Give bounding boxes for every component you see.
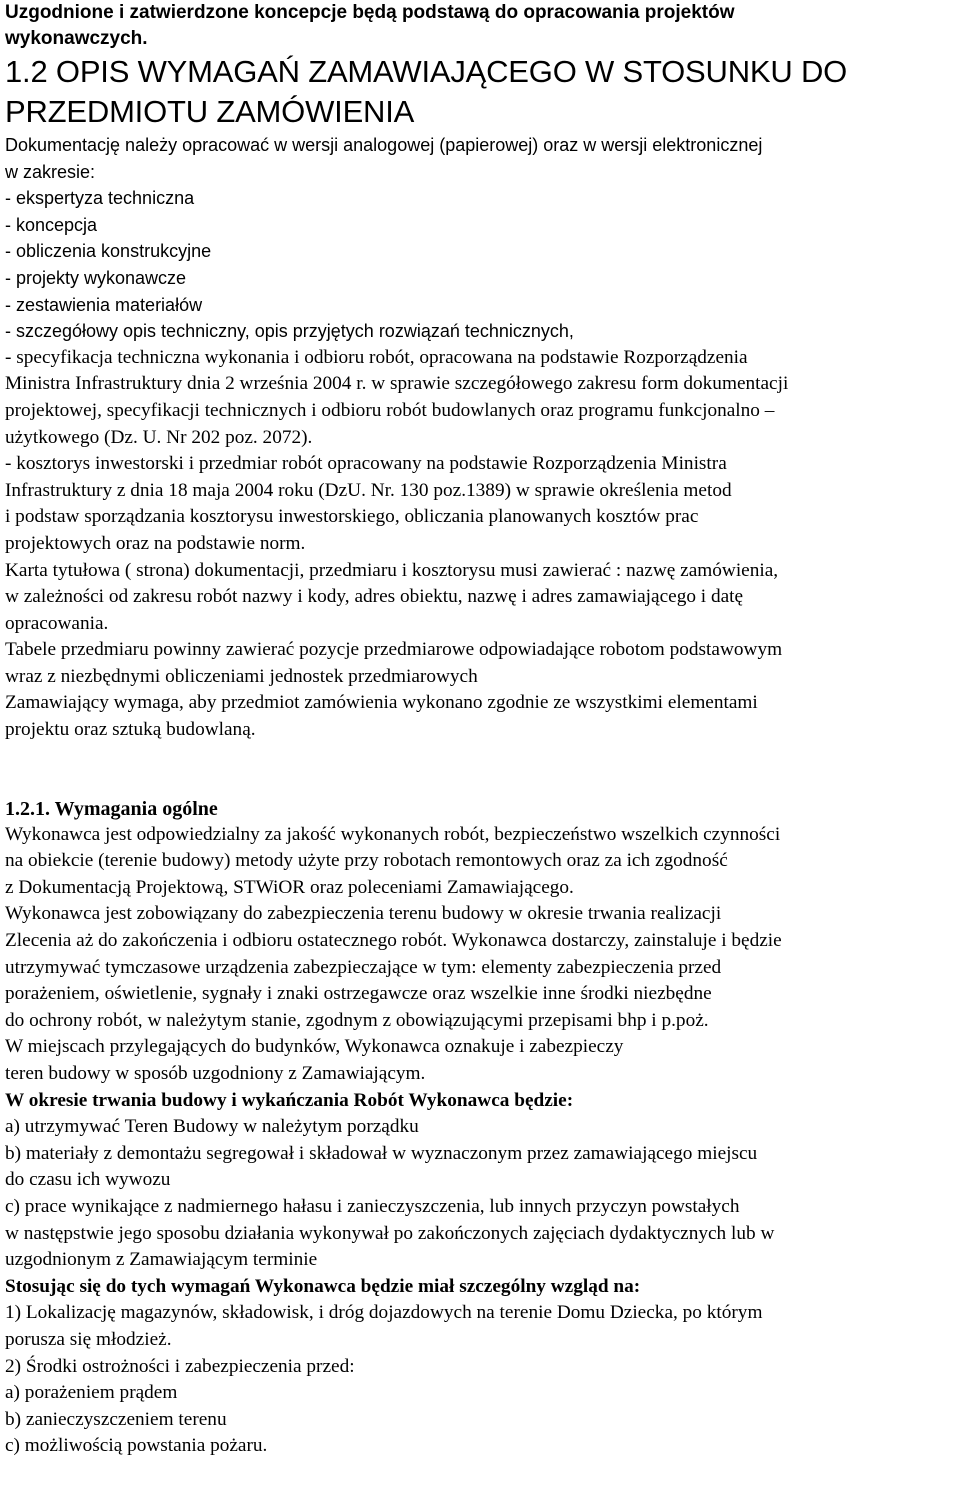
text-line: utrzymywać tymczasowe urządzenia zabezpieczające w tym: elementy zabezpieczenia przed xyxy=(5,956,722,978)
scope-item: - koncepcja xyxy=(5,214,98,235)
scope-item: - szczegółowy opis techniczny, opis przyjętych rozwiązań technicznych, xyxy=(5,321,574,342)
text-line: projektowej, specyfikacji technicznych i odbioru robót budowlanych oraz programu funkcjonalno – xyxy=(5,399,775,421)
text-line: użytkowego (Dz. U. Nr 202 poz. 2072). xyxy=(5,426,313,448)
text-line: do czasu ich wywozu xyxy=(5,1169,171,1191)
text-line: c) prace wynikające z nadmiernego hałasu i zanieczyszczenia, lub innych przyczyn powstałych xyxy=(5,1195,740,1217)
text-line: do ochrony robót, w należytym stanie, zgodnym z obowiązującymi przepisami bhp i p.poż. xyxy=(5,1009,709,1031)
text-line: porusza się młodzież. xyxy=(5,1328,172,1350)
text-line: 2) Środki ostrożności i zabezpieczenia przed: xyxy=(5,1355,355,1377)
text-line: Ministra Infrastruktury dnia 2 września 2004 r. w sprawie szczegółowego zakresu form dokumentacji xyxy=(5,373,789,395)
text-line: Karta tytułowa ( strona) dokumentacji, przedmiaru i kosztorysu musi zawierać : nazwę zamówienia, xyxy=(5,559,779,581)
specification-paragraphs xyxy=(5,345,957,744)
text-line: Zamawiający wymaga, aby przedmiot zamówienia wykonano zgodnie ze wszystkimi elementami xyxy=(5,692,758,714)
bold-lead-line: W okresie trwania budowy i wykańczania Robót Wykonawca będzie: xyxy=(5,1089,574,1111)
text-line: W miejscach przylegających do budynków, Wykonawca oznakuje i zabezpieczy xyxy=(5,1036,624,1058)
text-line: z Dokumentacją Projektową, STWiOR oraz poleceniami Zamawiającego. xyxy=(5,876,574,898)
text-line: uzgodnionym z Zamawiającym terminie xyxy=(5,1249,318,1271)
section-heading-line: 1.2 OPIS WYMAGAŃ ZAMAWIAJĄCEGO W STOSUNKU DO xyxy=(5,54,848,89)
text-line: na obiekcie (terenie budowy) metody użyte przy robotach remontowych oraz za ich zgodność xyxy=(5,850,728,872)
text-line: 1) Lokalizację magazynów, składowisk, i dróg dojazdowych na terenie Domu Dziecka, po którym xyxy=(5,1302,763,1324)
text-line: Infrastruktury z dnia 18 maja 2004 roku (DzU. Nr. 130 poz.1389) w sprawie określenia metod xyxy=(5,479,732,501)
scope-item: - ekspertyza techniczna xyxy=(5,188,195,209)
text-line: w następstwie jego sposobu działania wykonywał po zakończonych zajęciach dydaktycznych lub w xyxy=(5,1222,775,1244)
general-requirements xyxy=(5,822,957,1460)
text-line: c) możliwością powstania pożaru. xyxy=(5,1435,268,1457)
intro-paragraph xyxy=(5,0,957,52)
text-line: b) materiały z demontażu segregował i składował w wyznaczonym przez zamawiającego miejscu xyxy=(5,1142,758,1164)
text-line: - specyfikacja techniczna wykonania i odbioru robót, opracowana na podstawie Rozporządzenia xyxy=(5,346,748,368)
text-line: projektowych oraz na podstawie norm. xyxy=(5,532,306,554)
text-line: b) zanieczyszczeniem terenu xyxy=(5,1408,227,1430)
text-line: a) utrzymywać Teren Budowy w należytym porządku xyxy=(5,1116,419,1138)
document-page xyxy=(5,0,957,1460)
section-heading xyxy=(5,52,957,132)
text-line: Tabele przedmiaru powinny zawierać pozycje przedmiarowe odpowiadające robotom podstawowym xyxy=(5,639,783,661)
intro-line: Uzgodnione i zatwierdzone koncepcje będą podstawą do opracowania projektów xyxy=(5,2,735,23)
bold-lead-line: Stosując się do tych wymagań Wykonawca będzie miał szczególny wzgląd na: xyxy=(5,1275,641,1297)
text-line: w zależności od zakresu robót nazwy i kody, adres obiektu, nazwę i adres zamawiającego i datę xyxy=(5,586,744,608)
section-heading-line: PRZEDMIOTU ZAMÓWIENIA xyxy=(5,94,415,129)
scope-intro-line: Dokumentację należy opracować w wersji analogowej (papierowej) oraz w wersji elektronicznej xyxy=(5,135,763,155)
text-line: i podstaw sporządzania kosztorysu inwestorskiego, obliczania planowanych kosztów prac xyxy=(5,506,699,528)
spacer xyxy=(5,744,957,796)
text-line: projektu oraz sztuką budowlaną. xyxy=(5,719,256,741)
intro-line: wykonawczych. xyxy=(5,28,148,49)
text-line: - kosztorys inwestorski i przedmiar robót opracowany na podstawie Rozporządzenia Ministra xyxy=(5,453,727,475)
subsection-heading: 1.2.1. Wymagania ogólne xyxy=(5,797,218,820)
text-line: a) porażeniem prądem xyxy=(5,1382,178,1404)
scope-list xyxy=(5,132,957,345)
text-line: wraz z niezbędnymi obliczeniami jednostek przedmiarowych xyxy=(5,665,478,687)
text-line: opracowania. xyxy=(5,612,109,634)
scope-intro-line: w zakresie: xyxy=(5,161,96,182)
scope-item: - zestawienia materiałów xyxy=(5,294,203,315)
text-line: porażeniem, oświetlenie, sygnały i znaki ostrzegawcze oraz wszelkie inne środki niezbędne xyxy=(5,983,712,1005)
scope-item: - projekty wykonawcze xyxy=(5,267,187,288)
text-line: Zlecenia aż do zakończenia i odbioru ostatecznego robót. Wykonawca dostarczy, zainstaluje i będzie xyxy=(5,930,782,952)
text-line: teren budowy w sposób uzgodniony z Zamawiającym. xyxy=(5,1063,426,1084)
text-line: Wykonawca jest odpowiedzialny za jakość wykonanych robót, bezpieczeństwo wszelkich czynności xyxy=(5,823,781,845)
text-line: Wykonawca jest zobowiązany do zabezpieczenia terenu budowy w okresie trwania realizacji xyxy=(5,903,722,925)
scope-item: - obliczenia konstrukcyjne xyxy=(5,241,212,262)
